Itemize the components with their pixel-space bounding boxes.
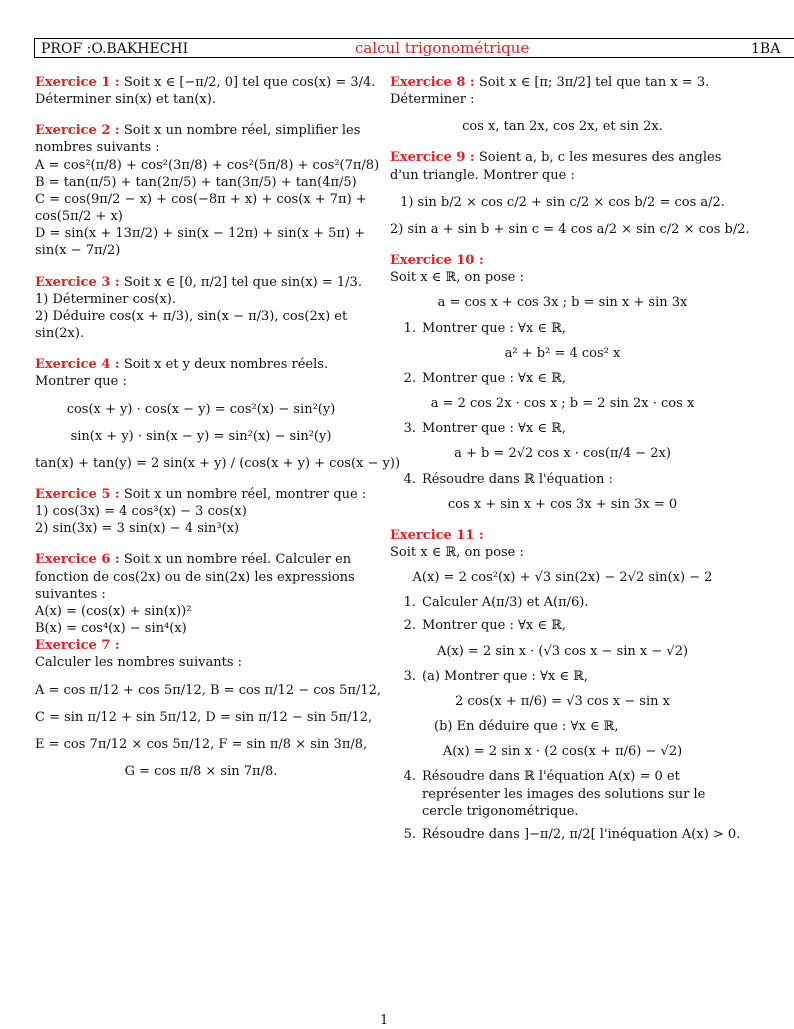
equation: A(x) = 2 sin x · (√3 cos x − sin x − √2) [436, 643, 689, 659]
exercise-text: nombres suivants : [35, 140, 160, 156]
expression-row: G = cos π/8 × sin 7π/8. [124, 764, 278, 779]
question-text: représenter les images des solutions sur le [422, 786, 706, 802]
expression-a: A(x) = (cos(x) + sin(x))² [35, 603, 192, 619]
question-text: Calculer A(π/3) et A(π/6). [422, 595, 589, 611]
exercise-text: suivantes : [35, 586, 106, 602]
expression-d: D = sin(x + 13π/2) + sin(x − 12π) + sin(x + 5π) + [35, 226, 366, 242]
exercise-title: Exercice 7 : [35, 638, 120, 654]
equation: a = 2 cos 2x · cos x ; b = 2 sin 2x · cos x [430, 396, 695, 412]
expression-row: E = cos 7π/12 × cos 5π/12, F = sin π/8 × sin 3π/8, [35, 736, 368, 752]
exercise-text: Soit x un nombre réel. Calculer en [123, 552, 352, 568]
question-text: Résoudre dans ℝ l'équation : [422, 471, 613, 487]
equation: a + b = 2√2 cos x · cos(π/4 − 2x) [454, 446, 671, 462]
expression-b: B(x) = cos⁴(x) − sin⁴(x) [35, 621, 187, 637]
equation: 1) cos(3x) = 4 cos³(x) − 3 cos(x) [35, 504, 247, 520]
exercise-text: Soient a, b, c les mesures des angles [478, 150, 722, 166]
equation: cos x + sin x + cos 3x + sin 3x = 0 [447, 496, 678, 512]
class-label: 1BA [751, 41, 781, 57]
exercise-text: Soit x ∈ [π; 3π/2] tel que tan x = 3. [478, 75, 710, 90]
item-number: 4. [403, 471, 416, 487]
item-number: 1. [403, 595, 416, 611]
exercise-1 [35, 74, 376, 108]
page-header [34, 38, 794, 58]
item-number: 2. [403, 618, 416, 634]
item-number: 4. [403, 769, 416, 785]
author-label: PROF :O.BAKHECHI [41, 41, 189, 57]
exercise-5 [35, 486, 367, 537]
exercise-title: Exercice 1 : [35, 75, 120, 90]
equation: cos x, tan 2x, cos 2x, et sin 2x. [462, 119, 663, 135]
exercise-10 [390, 252, 735, 513]
exercise-6 [35, 551, 367, 637]
exercise-text: fonction de cos(2x) ou de sin(2x) les expressions [35, 569, 355, 585]
expression-c-cont: cos(5π/2 + x) [35, 209, 123, 225]
exercise-text: Soit x ∈ [−π/2, 0] tel que cos(x) = 3/4. [123, 75, 376, 90]
expression-row: A = cos π/12 + cos 5π/12, B = cos π/12 − cos 5π/12, [35, 682, 382, 698]
exercise-text: Calculer les nombres suivants : [35, 655, 242, 671]
exercise-text: Soit x et y deux nombres réels. [123, 357, 329, 373]
item-number: 3. [403, 421, 416, 437]
equation: 1) sin b/2 × cos c/2 + sin c/2 × cos b/2 = cos a/2. [400, 194, 725, 210]
question-text: Montrer que : ∀x ∈ ℝ, [422, 370, 567, 386]
exercise-text: Soit x un nombre réel, simplifier les [123, 123, 361, 139]
question-text: (a) Montrer que : ∀x ∈ ℝ, [422, 668, 589, 684]
exercise-text: Soit x ∈ ℝ, on pose : [390, 544, 524, 560]
expression-d-cont: sin(x − 7π/2) [35, 243, 121, 259]
exercise-text: Soit x ∈ [0, π/2] tel que sin(x) = 1/3. [123, 274, 362, 290]
equation: 2) sin(3x) = 3 sin(x) − 4 sin³(x) [35, 521, 240, 537]
item-number: 1. [403, 320, 416, 336]
exercise-title: Exercice 9 : [390, 150, 475, 166]
question-text: Montrer que : ∀x ∈ ℝ, [422, 421, 567, 437]
exercise-title: Exercice 8 : [390, 75, 475, 90]
exercise-7 [35, 637, 382, 780]
question-text: Montrer que : ∀x ∈ ℝ, [422, 618, 567, 634]
item-number: 5. [403, 826, 416, 842]
exercise-title: Exercice 11 : [390, 527, 484, 543]
question-text: Résoudre dans ℝ l'équation A(x) = 0 et [422, 769, 680, 785]
exercise-title: Exercice 3 : [35, 274, 120, 290]
exercise-title: Exercice 10 : [390, 253, 484, 269]
equation: 2) sin a + sin b + sin c = 4 cos a/2 × sin c/2 × cos b/2. [390, 221, 750, 237]
exercise-9 [390, 149, 750, 238]
exercise-text: sin(2x). [35, 326, 85, 342]
expression-b: B = tan(π/5) + tan(2π/5) + tan(3π/5) + tan(4π/5) [35, 174, 357, 190]
exercise-text: Soit x un nombre réel, montrer que : [123, 486, 367, 502]
equation: sin(x + y) · sin(x − y) = sin²(x) − sin²(y) [70, 428, 332, 444]
exercise-title: Exercice 6 : [35, 552, 120, 568]
exercise-text: Montrer que : [35, 374, 127, 390]
question-text: Résoudre dans ]−π/2, π/2[ l'inéquation A(x) > 0. [422, 826, 741, 842]
definition: A(x) = 2 cos²(x) + √3 sin(2x) − 2√2 sin(x) − 2 [412, 570, 713, 586]
exercise-text: Soit x ∈ ℝ, on pose : [390, 270, 524, 286]
expression-row: C = sin π/12 + sin 5π/12, D = sin π/12 − sin 5π/12, [35, 709, 373, 725]
equation: cos(x + y) · cos(x − y) = cos²(x) − sin²(y) [66, 401, 336, 417]
exercise-title: Exercice 5 : [35, 486, 120, 502]
question-text: cercle trigonométrique. [422, 803, 579, 819]
page-number: 1 [380, 1013, 389, 1028]
exercise-text: Déterminer sin(x) et tan(x). [35, 92, 216, 108]
exercise-text: 2) Déduire cos(x + π/3), sin(x − π/3), cos(2x) et [35, 308, 348, 324]
exercise-11 [390, 527, 741, 843]
exercise-4 [35, 356, 401, 472]
question-text: (b) En déduire que : ∀x ∈ ℝ, [434, 719, 619, 735]
question-text: Montrer que : ∀x ∈ ℝ, [422, 320, 567, 336]
exercise-text: Déterminer : [390, 92, 475, 108]
expression-c: C = cos(9π/2 − x) + cos(−8π + x) + cos(x + 7π) + [35, 191, 367, 207]
exercise-2 [35, 122, 380, 259]
right-column [390, 74, 750, 857]
exercise-text: d'un triangle. Montrer que : [390, 167, 575, 183]
equation: a² + b² = 4 cos² x [504, 345, 621, 361]
exercise-text: 1) Déterminer cos(x). [35, 291, 177, 307]
item-number: 3. [403, 668, 416, 684]
exercise-3 [35, 274, 367, 343]
exercise-8 [390, 74, 735, 135]
definition: a = cos x + cos 3x ; b = sin x + sin 3x [437, 295, 688, 311]
exercise-title: Exercice 4 : [35, 357, 120, 373]
page-title: calcul trigonométrique [355, 39, 530, 57]
equation: tan(x) + tan(y) = 2 sin(x + y) / (cos(x + y) + cos(x − y)) [35, 455, 401, 471]
equation: 2 cos(x + π/6) = √3 cos x − sin x [455, 693, 670, 709]
item-number: 2. [403, 370, 416, 386]
expression-a: A = cos²(π/8) + cos²(3π/8) + cos²(5π/8) + cos²(7π/8) [35, 157, 380, 173]
equation: A(x) = 2 sin x · (2 cos(x + π/6) − √2) [442, 744, 683, 760]
left-column [35, 74, 401, 794]
exercise-title: Exercice 2 : [35, 123, 120, 139]
